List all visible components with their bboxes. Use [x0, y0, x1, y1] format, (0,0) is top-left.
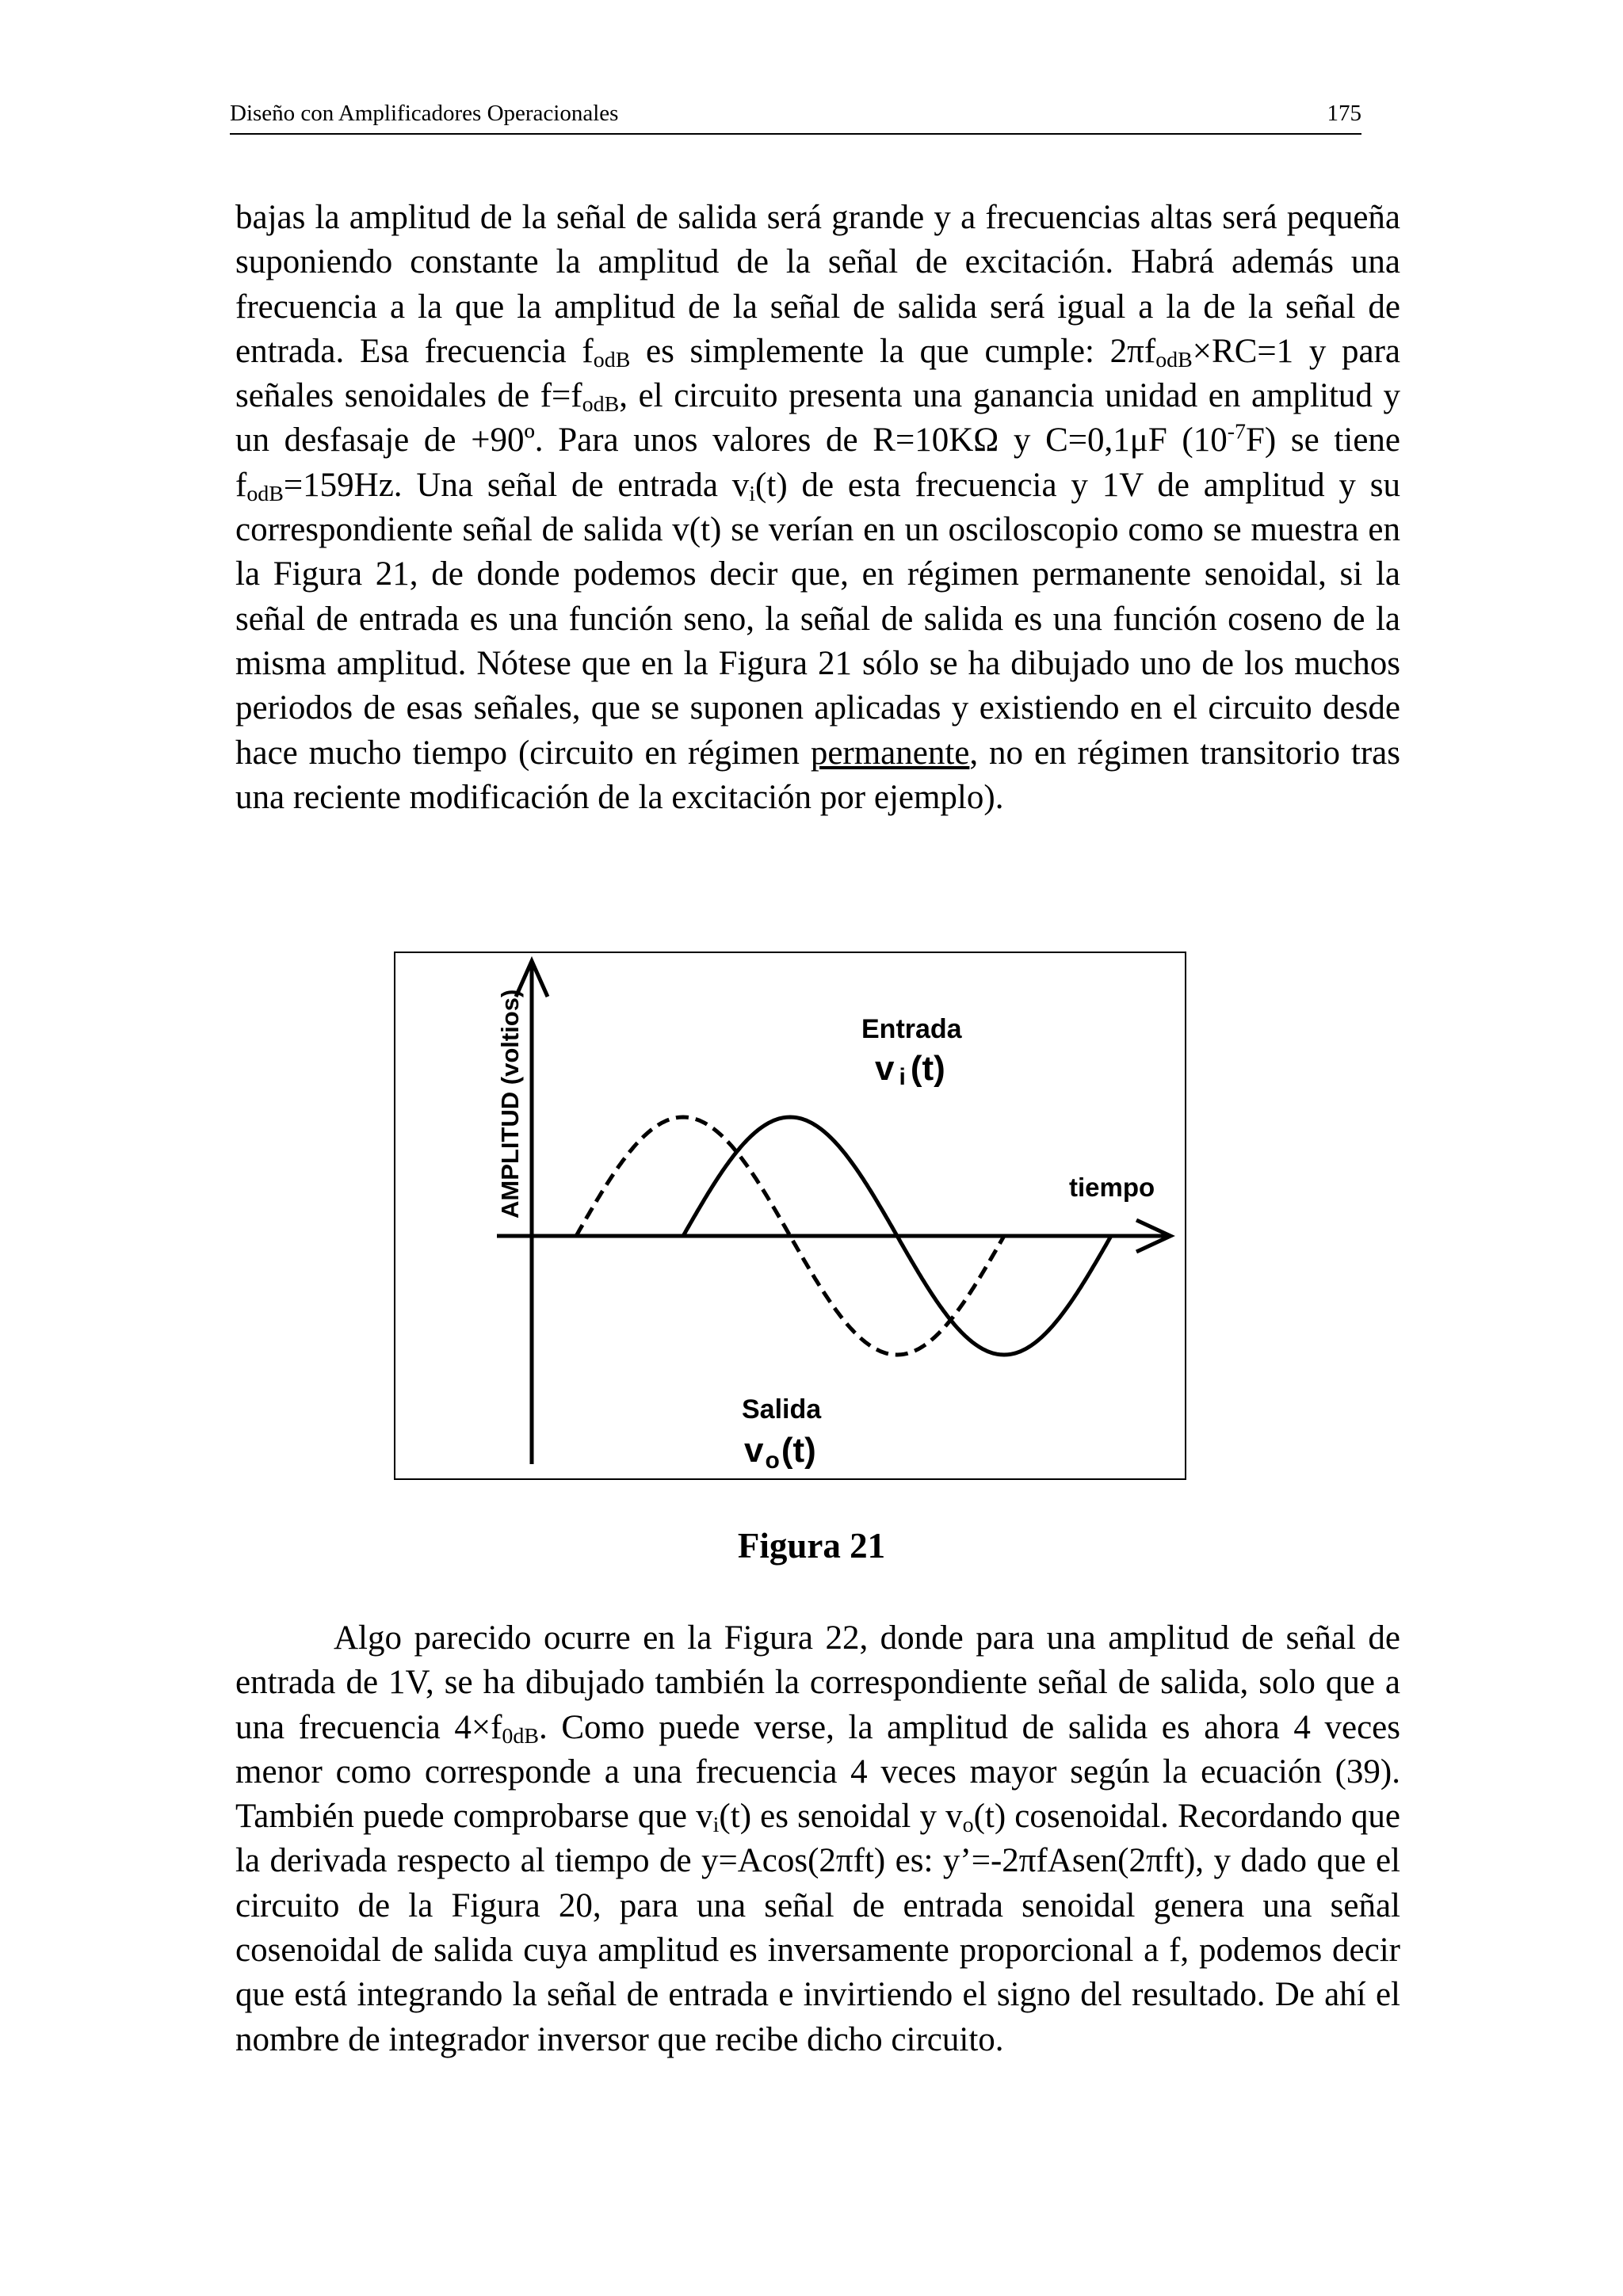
text-run: ×RC=1 y para señales senoidales de f=f — [235, 332, 1400, 415]
subscript: 0dB — [502, 1723, 539, 1749]
text-run: F) se tiene f — [235, 421, 1400, 504]
text-run: =159Hz. Una señal de entrada v — [283, 466, 750, 504]
header-title: Diseño con Amplificadores Operacionales — [230, 101, 619, 126]
legend-salida-label: Salida — [742, 1394, 822, 1425]
legend-entrada-symbol — [875, 1049, 945, 1090]
page-number: 175 — [1327, 101, 1361, 126]
text-run: (t) es senoidal y v — [719, 1798, 963, 1836]
symbol-main: v — [875, 1049, 895, 1088]
text-run: , el circuito presenta una ganancia unidad en amplitud y un desfasaje de +90º. Para unos valores de R=10KΩ y C=0,1μF (10 — [235, 377, 1401, 460]
text-run: es simplemente la que cumple: 2πf — [630, 332, 1156, 370]
underlined-word: permanente — [810, 734, 970, 772]
x-axis — [497, 1220, 1170, 1252]
text-run: (t) cosenoidal. Recordando que la derivada respecto al tiempo de y=Acos(2πft) es: y’=-2πfAsen(2πft), y dado que el circuito de la Figura 20, para una señal de entrada senoidal genera una señal cosenoidal de salida cuya amplitud es inversamente proporcional a f, podemos decir que está integrando la señal de entrada e invirtiendo el signo del resultado. De ahí el nombre de integrador inversor que recibe dicho circuito. — [235, 1798, 1401, 2058]
paragraph-2 — [235, 1616, 1400, 2062]
symbol-tail: (t) — [910, 1049, 945, 1088]
subscript: odB — [1155, 348, 1193, 373]
text-run: (t) de esta frecuencia y 1V de amplitud y su correspondiente señal de salida v(t) se verían en un osciloscopio como se muestra en la Figura 21, de donde podemos decir que, en régimen permanente senoidal, si la señal de entrada es una función seno, la señal de salida es una función coseno de la misma amplitud. Nótese que en la Figura 21 sólo se ha dibujado uno de los muchos periodos de esas señales, que se suponen aplicadas y existiendo en el circuito desde hace mucho tiempo (circuito en régimen — [235, 466, 1400, 772]
x-axis-label: tiempo — [1069, 1173, 1155, 1202]
subscript: odB — [246, 481, 284, 506]
waveform-chart — [395, 953, 1188, 1482]
subscript: odB — [593, 348, 631, 373]
text-run: . Como puede verse, la amplitud de salida es ahora 4 veces menor como corresponde a una frecuencia 4 veces mayor según la ecuación (39). También puede comprobarse que v — [235, 1708, 1400, 1836]
text-run: , no en régimen transitorio tras una reciente modificación de la excitación por ejemplo). — [235, 734, 1400, 816]
symbol-main: v — [744, 1431, 764, 1470]
running-header — [230, 93, 1361, 135]
legend-entrada-label: Entrada — [861, 1014, 962, 1044]
legend-salida-symbol — [744, 1431, 816, 1474]
y-axis-label: AMPLITUD (voltios) — [496, 989, 524, 1219]
figure-21 — [394, 952, 1186, 1480]
symbol-sub: o — [765, 1447, 780, 1474]
figure-caption: Figura 21 — [737, 1526, 886, 1566]
paragraph-1 — [235, 196, 1400, 820]
symbol-sub: i — [899, 1064, 906, 1090]
subscript: i — [749, 481, 756, 506]
superscript: -7 — [1227, 420, 1247, 445]
text-run: bajas la amplitud de la señal de salida será grande y a frecuencias altas será pequeña suponiendo constante la amplitud de la señal de excitación. Habrá además una frecuencia a la que la amplitud de la señal de salida será igual a la de la señal de entrada. Esa frecuencia f — [235, 199, 1400, 370]
subscript: i — [712, 1813, 720, 1838]
subscript: o — [962, 1813, 974, 1838]
subscript: odB — [582, 392, 620, 418]
text-run: Algo parecido ocurre en la Figura 22, donde para una amplitud de señal de entrada de 1V, se ha dibujado también la correspondiente señal de salida, solo que a una frecuencia 4×f — [235, 1619, 1400, 1746]
symbol-tail: (t) — [781, 1431, 816, 1470]
